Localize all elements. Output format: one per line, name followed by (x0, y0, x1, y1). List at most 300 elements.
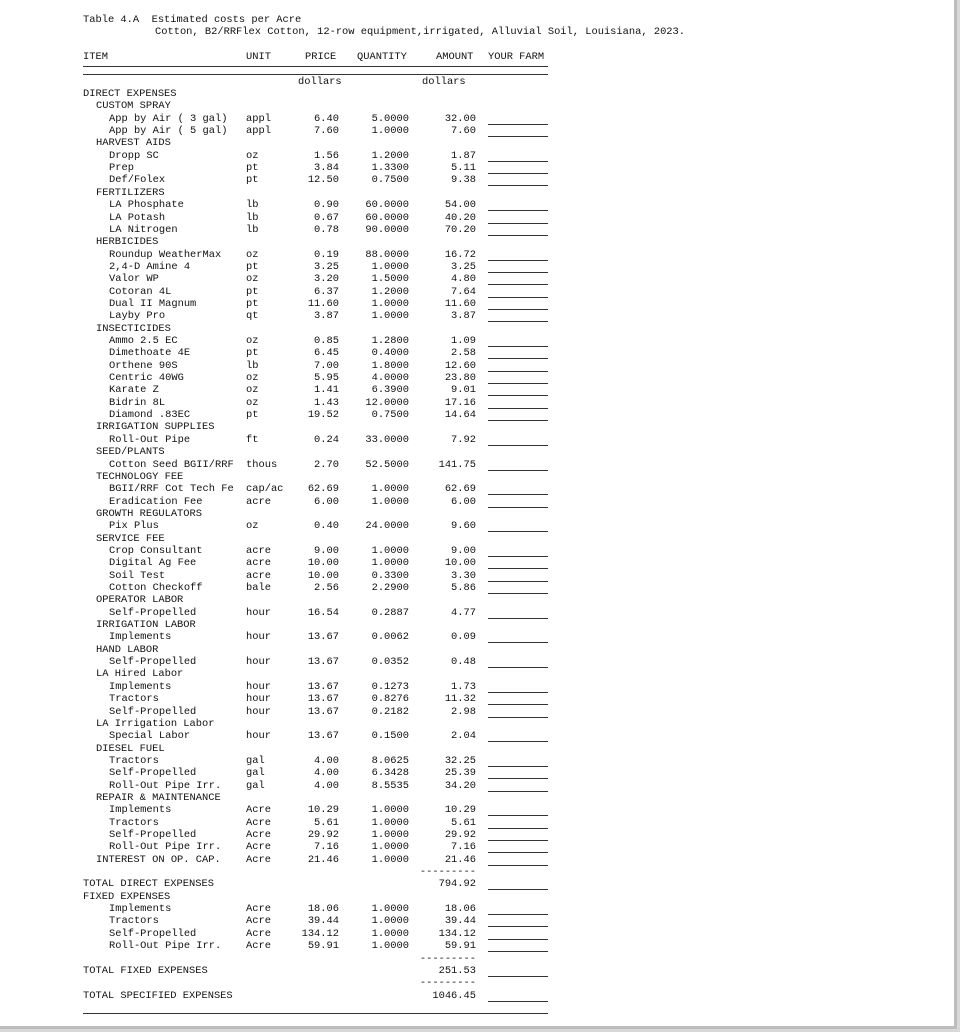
item-amount: 32.00 (444, 112, 476, 125)
item-amount: 29.92 (444, 829, 476, 841)
item-label: Cotton Checkoff (109, 582, 203, 594)
item-unit: lb (246, 199, 259, 212)
item-amount: 11.32 (444, 693, 476, 706)
item-price: 59.91 (307, 940, 339, 953)
item-label: Roll-Out Pipe Irr. (109, 940, 222, 953)
item-quantity: 1.2000 (371, 149, 409, 162)
table-row (83, 570, 548, 582)
table-row (83, 409, 548, 421)
item-unit: Acre (246, 816, 271, 829)
item-quantity: 5.0000 (371, 112, 409, 125)
item-label: Roll-Out Pipe Irr. (109, 841, 222, 854)
table-row (83, 854, 548, 866)
item-quantity: 1.0000 (371, 544, 409, 557)
section-label: IRRIGATION SUPPLIES (96, 421, 215, 434)
item-quantity: 2.2900 (371, 582, 409, 594)
item-label: Implements (109, 631, 172, 644)
section-heading (83, 594, 548, 606)
item-quantity: 1.0000 (371, 915, 409, 928)
table-row (83, 817, 548, 829)
table-row (83, 310, 548, 322)
item-price: 7.16 (314, 841, 339, 854)
section-label: HARVEST AIDS (96, 137, 171, 150)
section-label: LA Hired Labor (96, 668, 184, 681)
item-unit: acre (246, 569, 271, 582)
table-row (83, 730, 548, 742)
section-heading (83, 792, 548, 804)
section-label: FIXED EXPENSES (83, 890, 171, 903)
item-label: Tractors (109, 693, 159, 706)
header-unit: UNIT (246, 51, 271, 63)
item-price: 0.24 (314, 433, 339, 446)
item-amount: 25.39 (444, 767, 476, 780)
item-unit: hour (246, 606, 271, 619)
item-amount: 39.44 (444, 915, 476, 928)
table-row (83, 755, 548, 767)
item-unit: hour (246, 631, 271, 644)
item-label: Karate Z (109, 384, 159, 397)
item-label: Centric 40WG (109, 372, 184, 385)
item-label: Soil Test (109, 569, 166, 582)
dash-line: --------- (419, 977, 476, 990)
item-unit: Acre (246, 940, 271, 953)
subtotal-dashes (83, 953, 548, 965)
item-unit: oz (246, 520, 259, 533)
footer-rule (83, 1013, 548, 1014)
item-quantity: 60.0000 (365, 211, 409, 224)
section-label: INSECTICIDES (96, 322, 171, 335)
item-unit: oz (246, 149, 259, 162)
item-price: 10.29 (307, 804, 339, 817)
section-heading (83, 187, 548, 199)
item-amount: 3.25 (451, 260, 476, 273)
item-unit: lb (246, 223, 259, 236)
item-price: 0.78 (314, 223, 339, 236)
table-row (83, 347, 548, 359)
item-amount: 3.87 (451, 310, 476, 323)
table-row (83, 212, 548, 224)
item-label: Orthene 90S (109, 359, 178, 372)
item-amount: 9.01 (451, 384, 476, 397)
item-label: Roundup WeatherMax (109, 248, 222, 261)
item-unit: acre (246, 557, 271, 570)
item-price: 13.67 (307, 680, 339, 693)
item-price: 1.56 (314, 149, 339, 162)
item-unit: ft (246, 433, 259, 446)
item-quantity: 1.2800 (371, 335, 409, 347)
item-price: 1.41 (314, 384, 339, 397)
item-quantity: 88.0000 (365, 248, 409, 261)
item-amount: 7.64 (451, 285, 476, 298)
item-unit: Acre (246, 804, 271, 817)
total-amount: 1046.45 (432, 989, 476, 1002)
table-row (83, 496, 548, 508)
item-unit: appl (246, 112, 271, 125)
item-quantity: 1.0000 (371, 557, 409, 570)
item-quantity: 0.0062 (371, 631, 409, 644)
item-unit: pt (246, 297, 259, 310)
item-quantity: 1.3300 (371, 162, 409, 175)
item-price: 134.12 (301, 927, 339, 940)
table-row (83, 150, 548, 162)
section-label: LA Irrigation Labor (96, 717, 215, 730)
total-label: TOTAL SPECIFIED EXPENSES (83, 989, 233, 1002)
item-label: LA Potash (109, 211, 166, 224)
table-row (83, 174, 548, 186)
item-unit: gal (246, 767, 265, 780)
table-row (83, 681, 548, 693)
item-price: 2.56 (314, 582, 339, 594)
table-row (83, 372, 548, 384)
item-quantity: 6.3900 (371, 384, 409, 397)
item-unit: Acre (246, 853, 271, 866)
header-underline (83, 66, 548, 67)
item-amount: 70.20 (444, 223, 476, 236)
item-unit: lb (246, 211, 259, 224)
item-price: 10.00 (307, 569, 339, 582)
item-quantity: 1.0000 (371, 816, 409, 829)
section-label: DIESEL FUEL (96, 742, 165, 755)
section-heading (83, 743, 548, 755)
item-amount: 17.16 (444, 396, 476, 409)
item-unit: hour (246, 730, 271, 743)
item-quantity: 0.2887 (371, 606, 409, 619)
header-price: PRICE (305, 51, 337, 63)
item-unit: oz (246, 273, 259, 286)
item-unit: oz (246, 248, 259, 261)
item-amount: 9.38 (451, 174, 476, 187)
item-quantity: 90.0000 (365, 223, 409, 236)
item-unit: oz (246, 396, 259, 409)
item-label: Tractors (109, 915, 159, 928)
item-quantity: 12.0000 (365, 396, 409, 409)
item-label: Self-Propelled (109, 767, 197, 780)
item-quantity: 1.0000 (371, 297, 409, 310)
item-price: 16.54 (307, 606, 339, 619)
item-price: 4.00 (314, 767, 339, 780)
total-label: TOTAL FIXED EXPENSES (83, 964, 208, 977)
table-row (83, 397, 548, 409)
section-label: GROWTH REGULATORS (96, 507, 203, 520)
table-header (83, 51, 548, 63)
item-label: Pix Plus (109, 520, 159, 533)
item-price: 13.67 (307, 705, 339, 718)
item-amount: 32.25 (444, 754, 476, 767)
total-row (83, 878, 548, 890)
item-amount: 9.60 (451, 520, 476, 533)
section-label: CUSTOM SPRAY (96, 100, 171, 113)
item-quantity: 0.1273 (371, 680, 409, 693)
item-unit: pt (246, 260, 259, 273)
item-label: Roll-Out Pipe (109, 433, 191, 446)
subtotal-dashes (83, 977, 548, 989)
item-price: 9.00 (314, 544, 339, 557)
table-row (83, 384, 548, 396)
item-amount: 12.60 (444, 359, 476, 372)
section-heading (83, 88, 548, 100)
item-quantity: 1.0000 (371, 495, 409, 508)
item-quantity: 8.5535 (371, 779, 409, 792)
item-amount: 4.80 (451, 273, 476, 286)
total-amount: 251.53 (438, 964, 476, 977)
item-amount: 4.77 (451, 606, 476, 619)
item-unit: hour (246, 705, 271, 718)
table-row (83, 841, 548, 853)
table-subtitle: Cotton, B2/RRFlex Cotton, 12-row equipment,irrigated, Alluvial Soil, Louisiana, 2023. (155, 26, 686, 38)
item-quantity: 1.0000 (371, 940, 409, 953)
item-price: 13.67 (307, 656, 339, 669)
item-price: 3.87 (314, 310, 339, 323)
item-quantity: 1.5000 (371, 273, 409, 286)
item-amount: 2.04 (451, 730, 476, 743)
item-unit: hour (246, 680, 271, 693)
section-label: OPERATOR LABOR (96, 594, 184, 607)
section-heading (83, 100, 548, 112)
table-row (83, 434, 548, 446)
table-row (83, 545, 548, 557)
item-quantity: 8.0625 (371, 754, 409, 767)
item-price: 3.25 (314, 260, 339, 273)
item-amount: 7.16 (451, 841, 476, 854)
item-quantity: 1.0000 (371, 483, 409, 496)
item-amount: 0.48 (451, 656, 476, 669)
item-unit: Acre (246, 829, 271, 841)
section-label: SEED/PLANTS (96, 446, 165, 459)
item-price: 6.00 (314, 495, 339, 508)
item-price: 18.06 (307, 903, 339, 916)
section-label: HERBICIDES (96, 236, 159, 249)
item-amount: 0.09 (451, 631, 476, 644)
item-price: 0.40 (314, 520, 339, 533)
item-price: 6.40 (314, 112, 339, 125)
table-row (83, 656, 548, 668)
table-row (83, 829, 548, 841)
table-row (83, 804, 548, 816)
item-unit: acre (246, 495, 271, 508)
item-label: Eradication Fee (109, 495, 203, 508)
section-label: DIRECT EXPENSES (83, 88, 177, 100)
item-price: 4.00 (314, 779, 339, 792)
item-amount: 5.61 (451, 816, 476, 829)
item-quantity: 1.0000 (371, 310, 409, 323)
item-price: 3.20 (314, 273, 339, 286)
item-amount: 9.00 (451, 544, 476, 557)
table-row (83, 483, 548, 495)
item-price: 7.60 (314, 125, 339, 138)
item-amount: 3.30 (451, 569, 476, 582)
item-unit: qt (246, 310, 259, 323)
item-price: 0.67 (314, 211, 339, 224)
section-heading (83, 137, 548, 149)
item-unit: bale (246, 582, 271, 594)
table-row (83, 706, 548, 718)
header-your-farm: YOUR FARM (488, 51, 545, 63)
item-quantity: 24.0000 (365, 520, 409, 533)
item-unit: oz (246, 372, 259, 385)
item-quantity: 0.1500 (371, 730, 409, 743)
table-row (83, 360, 548, 372)
item-label: LA Nitrogen (109, 223, 178, 236)
table-row (83, 520, 548, 532)
item-unit: lb (246, 359, 259, 372)
item-price: 13.67 (307, 693, 339, 706)
item-price: 7.00 (314, 359, 339, 372)
item-unit: Acre (246, 927, 271, 940)
table-row (83, 261, 548, 273)
section-heading (83, 446, 548, 458)
item-label: App by Air ( 3 gal) (109, 112, 228, 125)
item-amount: 10.00 (444, 557, 476, 570)
item-label: Ammo 2.5 EC (109, 335, 178, 347)
total-amount: 794.92 (438, 878, 476, 891)
item-price: 29.92 (307, 829, 339, 841)
item-quantity: 1.0000 (371, 927, 409, 940)
item-label: Layby Pro (109, 310, 166, 323)
item-amount: 10.29 (444, 804, 476, 817)
section-label: FERTILIZERS (96, 186, 165, 199)
total-row (83, 965, 548, 977)
table-row (83, 940, 548, 952)
table-row (83, 298, 548, 310)
item-amount: 18.06 (444, 903, 476, 916)
item-amount: 14.64 (444, 409, 476, 422)
item-label: Implements (109, 680, 172, 693)
item-price: 6.45 (314, 347, 339, 360)
item-label: Self-Propelled (109, 606, 197, 619)
total-label: TOTAL DIRECT EXPENSES (83, 878, 214, 891)
item-amount: 16.72 (444, 248, 476, 261)
item-amount: 62.69 (444, 483, 476, 496)
item-label: Self-Propelled (109, 927, 197, 940)
item-amount: 134.12 (438, 927, 476, 940)
item-price: 4.00 (314, 754, 339, 767)
table-row (83, 631, 548, 643)
item-quantity: 0.0352 (371, 656, 409, 669)
item-label: App by Air ( 5 gal) (109, 125, 228, 138)
table-row (83, 928, 548, 940)
item-amount: 54.00 (444, 199, 476, 212)
table-row (83, 767, 548, 779)
item-price: 3.84 (314, 162, 339, 175)
item-price: 11.60 (307, 297, 339, 310)
item-label: Dual II Magnum (109, 297, 197, 310)
item-quantity: 1.0000 (371, 829, 409, 841)
item-price: 21.46 (307, 853, 339, 866)
table-row (83, 607, 548, 619)
item-quantity: 1.0000 (371, 804, 409, 817)
item-quantity: 1.0000 (371, 853, 409, 866)
header-item: ITEM (83, 51, 108, 63)
section-heading (83, 668, 548, 680)
table-row (83, 557, 548, 569)
dash-line: --------- (419, 866, 476, 879)
item-quantity: 0.4000 (371, 347, 409, 360)
section-heading (83, 644, 548, 656)
item-quantity: 1.0000 (371, 260, 409, 273)
item-price: 6.37 (314, 285, 339, 298)
item-quantity: 1.0000 (371, 125, 409, 138)
table-row (83, 582, 548, 594)
item-quantity: 4.0000 (371, 372, 409, 385)
table-row (83, 273, 548, 285)
item-unit: acre (246, 544, 271, 557)
item-label: Def/Folex (109, 174, 166, 187)
section-label: REPAIR & MAINTENANCE (96, 791, 221, 804)
item-amount: 6.00 (451, 495, 476, 508)
item-price: 39.44 (307, 915, 339, 928)
item-quantity: 0.7500 (371, 174, 409, 187)
item-amount: 2.58 (451, 347, 476, 360)
item-unit: pt (246, 162, 259, 175)
item-price: 19.52 (307, 409, 339, 422)
item-amount: 2.98 (451, 705, 476, 718)
item-unit: appl (246, 125, 271, 138)
item-label: Crop Consultant (109, 544, 203, 557)
item-price: 10.00 (307, 557, 339, 570)
item-label: Self-Propelled (109, 705, 197, 718)
item-amount: 40.20 (444, 211, 476, 224)
item-unit: pt (246, 174, 259, 187)
item-label: Special Labor (109, 730, 191, 743)
price-units: dollars (298, 76, 342, 88)
item-label: Tractors (109, 816, 159, 829)
item-price: 12.50 (307, 174, 339, 187)
item-unit: pt (246, 409, 259, 422)
item-unit: cap/ac (246, 483, 284, 496)
header-quantity: QUANTITY (357, 51, 407, 63)
item-unit: oz (246, 384, 259, 397)
item-price: 62.69 (307, 483, 339, 496)
section-label: IRRIGATION LABOR (96, 619, 196, 632)
item-amount: 1.09 (451, 335, 476, 347)
item-price: 2.70 (314, 458, 339, 471)
item-quantity: 1.8000 (371, 359, 409, 372)
section-heading (83, 508, 548, 520)
item-amount: 5.86 (451, 582, 476, 594)
table-row (83, 286, 548, 298)
item-label: LA Phosphate (109, 199, 184, 212)
item-label: Bidrin 8L (109, 396, 166, 409)
item-amount: 1.87 (451, 149, 476, 162)
section-heading (83, 471, 548, 483)
item-unit: Acre (246, 841, 271, 854)
item-label: Tractors (109, 754, 159, 767)
table-title: Table 4.A Estimated costs per Acre (83, 14, 302, 26)
item-unit: gal (246, 779, 265, 792)
item-label: Dropp SC (109, 149, 159, 162)
item-label: Prep (109, 162, 134, 175)
item-quantity: 1.0000 (371, 903, 409, 916)
header-rule (83, 74, 548, 75)
item-price: 0.19 (314, 248, 339, 261)
item-price: 1.43 (314, 396, 339, 409)
item-quantity: 6.3428 (371, 767, 409, 780)
item-label: Cotoran 4L (109, 285, 172, 298)
section-heading (83, 533, 548, 545)
table-row (83, 335, 548, 347)
item-unit: hour (246, 656, 271, 669)
table-row (83, 459, 548, 471)
table-row (83, 903, 548, 915)
section-heading (83, 891, 548, 903)
item-label: Diamond .83EC (109, 409, 191, 422)
table-row (83, 125, 548, 137)
item-amount: 141.75 (438, 458, 476, 471)
item-unit: Acre (246, 915, 271, 928)
item-amount: 34.20 (444, 779, 476, 792)
item-quantity: 1.0000 (371, 841, 409, 854)
item-price: 0.90 (314, 199, 339, 212)
